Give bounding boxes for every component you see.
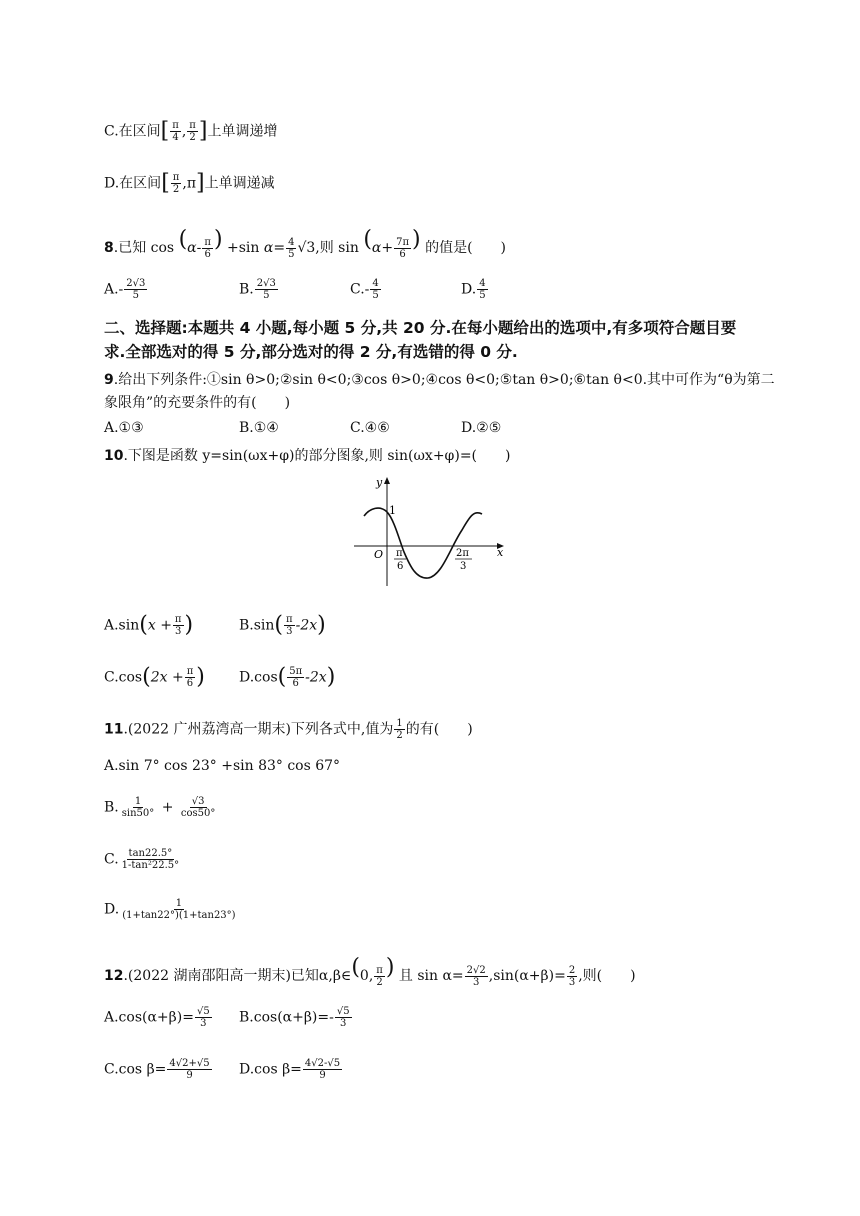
x-label: x bbox=[497, 546, 504, 559]
tick-2pi3-num: 2π bbox=[456, 548, 469, 559]
question-11: 11.(2022 广州荔湾高一期末)下列各式中,值为 $\frac{1}{2}$ 的有( ) bbox=[104, 718, 473, 741]
y-label: y bbox=[376, 476, 383, 489]
q7-option-c: C.在区间[ $\frac{\pi}{4}$ , $\frac{\pi}{2}$ ]上单调递增 bbox=[104, 118, 278, 144]
q11-option-d[interactable]: D. $\frac{1}{(1+\tan 22^\circ)(1+\tan 23^\circ)}$ bbox=[104, 898, 236, 921]
q12-option-d[interactable]: D.cos β= $\frac{4√2-√5}{9}$ bbox=[239, 1058, 341, 1081]
tick-pi6-den: 6 bbox=[397, 561, 404, 572]
q7-option-d: D.在区间[ $\frac{\pi}{2}$ ,π]上单调递减 bbox=[104, 170, 275, 196]
q10-option-b[interactable]: B.sin( $\frac{\pi}{3}$ -2x) bbox=[239, 612, 326, 638]
q9-option-a[interactable]: A.①③ bbox=[104, 420, 144, 436]
q9-option-c[interactable]: C.④⑥ bbox=[350, 420, 390, 436]
question-number: 8 bbox=[104, 240, 114, 256]
q9-option-b[interactable]: B.①④ bbox=[239, 420, 279, 436]
q11-option-a[interactable]: A.sin 7° cos 23° +sin 83° cos 67° bbox=[104, 758, 341, 774]
q12-option-a[interactable]: A.cos(α+β)= $\frac{√5}{3}$ bbox=[104, 1006, 210, 1029]
q8-option-a[interactable]: A.- $\frac{2√3}{5}$ bbox=[104, 278, 146, 301]
question-9: 9.给出下列条件:①sin θ>0;②sin θ<0;③cos θ>0;④cos θ<0;⑤tan θ>0;⑥tan θ<0.其中可作为“θ为第二 bbox=[104, 372, 775, 388]
q11-option-b[interactable]: B. $\frac{1}{\sin 50^\circ}$ + $\frac{√3}{\cos 50^\circ}$ bbox=[104, 796, 216, 819]
q8-option-d[interactable]: D. $\frac{4}{5}$ bbox=[461, 278, 486, 301]
question-9-cont: 象限角”的充要条件的有( ) bbox=[104, 395, 291, 411]
question-12: 12.(2022 湖南邵阳高一期末)已知α,β∈(0, $\frac{\pi}{2}$ ) 且 sin α= $\frac{2√2}{3}$ ,sin(α+β)= $\frac{2}{3}$ ,则( ) bbox=[104, 955, 636, 988]
sine-graph bbox=[350, 472, 510, 590]
q11-option-c[interactable]: C. $\frac{\tan 22.5^\circ}{\text{1-tan²22.5°}}$ bbox=[104, 848, 180, 871]
question-10: 10.下图是函数 y=sin(ωx+φ)的部分图象,则 sin(ωx+φ)=( ) bbox=[104, 448, 511, 464]
q8-option-c[interactable]: C.- $\frac{4}{5}$ bbox=[350, 278, 379, 301]
q12-option-b[interactable]: B.cos(α+β)=- $\frac{√5}{3}$ bbox=[239, 1006, 350, 1029]
q8-option-b[interactable]: B. $\frac{2√3}{5}$ bbox=[239, 278, 276, 301]
tick-2pi3-den: 3 bbox=[460, 561, 467, 572]
question-8: 8.已知 cos (α- $\frac{\pi}{6}$ ) +sin α= $\frac{4}{5}$ √3,则 sin (α+ $\frac{7\pi}{6}$ ) 的值是( ) bbox=[104, 227, 507, 260]
one-label: 1 bbox=[389, 504, 396, 517]
tick-pi6-num: π bbox=[396, 548, 403, 559]
q10-option-c[interactable]: C.cos(2x + $\frac{\pi}{6}$ ) bbox=[104, 664, 205, 690]
origin-label: O bbox=[374, 548, 384, 561]
section-2-heading: 二、选择题:本题共 4 小题,每小题 5 分,共 20 分.在每小题给出的选项中,有多项符合题目要 bbox=[104, 319, 737, 337]
section-2-heading-cont: 求.全部选对的得 5 分,部分选对的得 2 分,有选错的得 0 分. bbox=[104, 343, 518, 361]
q10-option-d[interactable]: D.cos( $\frac{5\pi}{6}$ -2x) bbox=[239, 664, 336, 690]
q12-option-c[interactable]: C.cos β= $\frac{4√2+√5}{9}$ bbox=[104, 1058, 210, 1081]
q10-option-a[interactable]: A.sin(x + $\frac{\pi}{3}$ ) bbox=[104, 612, 194, 638]
q9-option-d[interactable]: D.②⑤ bbox=[461, 420, 502, 436]
y-axis-arrow bbox=[384, 477, 390, 484]
